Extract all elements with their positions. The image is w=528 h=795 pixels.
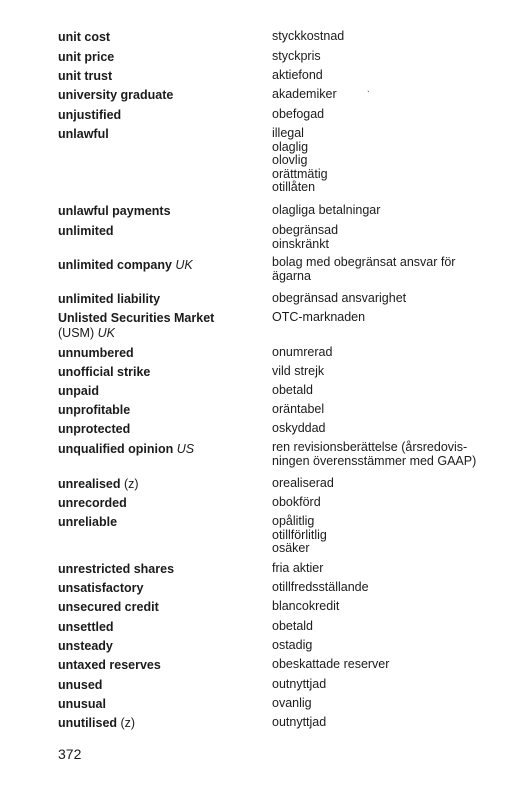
swedish-translations [272,88,512,102]
translation-line: oinskränkt [272,236,329,251]
term-text: university graduate [58,88,174,102]
english-term [58,311,258,341]
translation-line: styckkostnad [272,29,345,43]
translation-line: olovlig [272,153,308,167]
english-term [58,442,258,457]
english-term [58,562,258,577]
swedish-translations [272,108,512,122]
translation-line: obetald [272,383,314,397]
term-text: unlawful [58,127,109,141]
english-term [58,30,258,45]
term-text: unprotected [58,422,131,436]
term-text: unprofitable [58,403,131,417]
translation-line: ovanlig [272,696,312,710]
term-qualifier: UK [97,326,115,340]
term-suffix: (z) [120,716,136,730]
term-text: unit trust [58,69,113,83]
term-text: unrecorded [58,496,127,510]
translation-line: obegränsad [272,223,339,237]
swedish-translations [272,581,512,595]
translation-line: otillfredsställande [272,580,369,594]
translation-line: obeskattade reserver [272,657,390,671]
english-term [58,292,258,307]
term-text: unsatisfactory [58,581,144,595]
swedish-translations [272,384,512,398]
english-term [58,69,258,84]
term-text: unsecured credit [58,600,159,614]
english-term [58,204,258,219]
term-text: unrealised [58,477,121,491]
term-text: unlimited [58,224,114,238]
translation-line: OTC-marknaden [272,310,366,324]
term-text: unnumbered [58,346,134,360]
english-term [58,403,258,418]
translation-line: otillförlitlig [272,527,327,542]
term-text: unrestricted shares [58,562,175,576]
swedish-translations [272,496,512,510]
english-term [58,515,258,530]
swedish-translations [272,69,512,83]
term-text: unqualified opinion [58,442,174,456]
swedish-translations [272,620,512,634]
term-text: unjustified [58,108,122,122]
swedish-translations [272,697,512,711]
english-term [58,50,258,65]
translation-line: orättmätig [272,166,328,181]
term-text: untaxed reserves [58,658,161,672]
swedish-translations [272,50,512,64]
term-text: unpaid [58,384,99,398]
swedish-translations [272,311,512,325]
swedish-translations [272,562,512,576]
english-term [58,678,258,693]
page-number: 372 [58,746,82,762]
swedish-translations [272,678,512,692]
english-term [58,384,258,399]
english-term [58,658,258,673]
translation-line: obegränsad ansvarighet [272,291,407,305]
translation-line: ägarna [272,268,311,283]
translation-line: blancokredit [272,599,340,613]
term-qualifier: UK [175,258,193,272]
swedish-translations [272,441,512,468]
term-text: Unlisted Securities Market [58,311,215,325]
english-term [58,639,258,654]
swedish-translations [272,422,512,436]
english-term [58,258,258,273]
english-term [58,716,258,731]
translation-line: oräntabel [272,402,325,416]
translation-line: aktiefond [272,68,323,82]
translation-line: outnyttjad [272,677,327,691]
translation-line: orealiserad [272,476,334,490]
swedish-translations [272,204,512,218]
english-term [58,620,258,635]
swedish-translations [272,365,512,379]
english-term [58,581,258,596]
stray-mark: ˎ [367,82,370,92]
translation-line: obokförd [272,495,321,509]
translation-line: vild strejk [272,364,325,378]
term-text: unit price [58,50,115,64]
translation-line: outnyttjad [272,715,327,729]
translation-line: oskyddad [272,421,326,435]
swedish-translations [272,127,512,195]
english-term [58,697,258,712]
swedish-translations [272,477,512,491]
translation-line: akademiker [272,87,337,101]
translation-line: ostadig [272,638,313,652]
term-suffix: (z) [124,477,139,491]
translation-line: olaglig [272,139,309,154]
swedish-translations [272,256,512,283]
term-text: unit cost [58,30,111,44]
translation-line: illegal [272,126,304,140]
swedish-translations [272,346,512,360]
translation-line: opålitlig [272,514,315,528]
english-term [58,496,258,511]
english-term [58,477,258,492]
swedish-translations [272,658,512,672]
translation-line: onumrerad [272,345,333,359]
english-term [58,108,258,123]
translation-line: bolag med obegränsat ansvar för [272,255,456,269]
translation-line: ningen överensstämmer med GAAP) [272,453,477,468]
english-term [58,127,258,142]
term-text: unreliable [58,515,118,529]
swedish-translations [272,292,512,306]
term-text: unutilised [58,716,118,730]
english-term [58,365,258,380]
swedish-translations [272,224,512,251]
term-second-line: (USM) UK [58,326,115,340]
term-text: unused [58,678,103,692]
translation-line: osäker [272,541,310,555]
term-text: unlimited liability [58,292,161,306]
swedish-translations [272,515,512,556]
translation-line: styckpris [272,49,321,63]
english-term [58,600,258,615]
english-term [58,88,258,103]
translation-line: obefogad [272,107,325,121]
term-qualifier: US [176,442,195,456]
term-text: unsteady [58,639,113,653]
swedish-translations [272,403,512,417]
english-term [58,346,258,361]
term-text: unofficial strike [58,365,151,379]
translation-line: obetald [272,619,314,633]
swedish-translations [272,600,512,614]
swedish-translations [272,639,512,653]
term-text: unlawful payments [58,204,171,218]
term-text: unsettled [58,620,114,634]
translation-line: fria aktier [272,561,324,575]
translation-line: ren revisionsberättelse (årsredovis- [272,440,468,454]
english-term [58,422,258,437]
swedish-translations [272,716,512,730]
translation-line: otillåten [272,180,316,194]
term-text: unlimited company [58,258,172,272]
term-text: unusual [58,697,106,711]
swedish-translations [272,30,512,44]
translation-line: olagliga betalningar [272,203,381,217]
english-term [58,224,258,239]
